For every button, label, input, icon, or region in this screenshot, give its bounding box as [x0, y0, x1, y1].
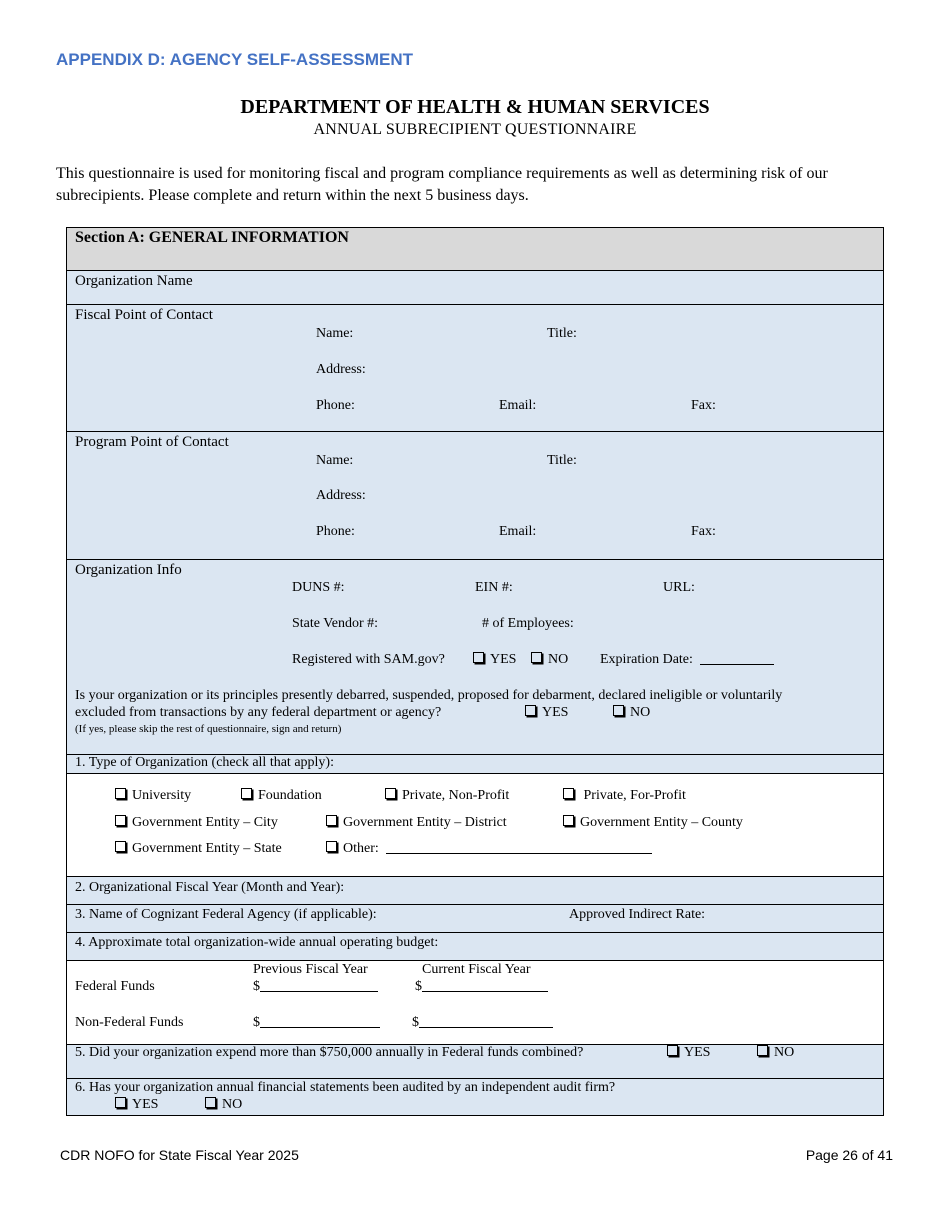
checkbox-icon[interactable] [525, 705, 536, 716]
q6-row [66, 1079, 884, 1116]
q6-yes-option[interactable] [115, 1097, 158, 1113]
fiscal-phone-field[interactable]: Phone: [316, 398, 355, 413]
program-name-field[interactable]: Name: [316, 453, 354, 468]
sam-no-option[interactable] [531, 652, 568, 668]
program-fax-field[interactable]: Fax: [691, 524, 716, 539]
federal-prev-field[interactable] [253, 979, 378, 995]
non-federal-funds-label: Non-Federal Funds [75, 1015, 184, 1030]
checkbox-icon[interactable] [115, 1097, 126, 1108]
expiration-line[interactable] [700, 664, 774, 665]
q1-options-row [66, 774, 884, 877]
q3-label: 3. Name of Cognizant Federal Agency (if applicable): [75, 907, 377, 922]
option-gov-district[interactable] [326, 815, 507, 831]
option-other[interactable] [326, 841, 652, 857]
option-label: University [132, 788, 192, 803]
debarred-no-option[interactable] [613, 705, 650, 721]
checkbox-icon[interactable] [563, 788, 574, 799]
q5-label: 5. Did your organization expend more than $750,000 annually in Federal funds combined? [75, 1045, 584, 1060]
checkbox-icon[interactable] [531, 652, 542, 663]
sam-question: Registered with SAM.gov? [292, 652, 445, 667]
q4-label: 4. Approximate total organization-wide annual operating budget: [75, 935, 439, 950]
prev-fiscal-year-header: Previous Fiscal Year [253, 962, 368, 977]
option-label: Government Entity – District [343, 815, 507, 830]
footer-document-title: CDR NOFO for State Fiscal Year 2025 [60, 1147, 299, 1163]
option-label: Other: [343, 841, 379, 856]
indirect-rate-label: Approved Indirect Rate: [569, 907, 706, 922]
option-foundation[interactable] [241, 788, 322, 804]
q6-label: 6. Has your organization annual financial statements been audited by an independent audit firm? [75, 1080, 616, 1095]
dollar-sign: $ [253, 979, 260, 994]
org-info-label: Organization Info [75, 562, 182, 578]
program-title-field[interactable]: Title: [547, 453, 577, 468]
general-information-form [66, 227, 884, 1116]
other-line[interactable] [386, 853, 652, 854]
debarred-yes-option[interactable] [525, 705, 568, 721]
option-university[interactable] [115, 788, 191, 804]
q1-header-row [66, 755, 884, 774]
checkbox-icon[interactable] [473, 652, 484, 663]
q6-no-label: NO [222, 1097, 243, 1112]
amount-line[interactable] [260, 991, 378, 992]
amount-line[interactable] [419, 1027, 553, 1028]
option-private-non-profit[interactable] [385, 788, 509, 804]
debarred-no-label: NO [630, 705, 651, 720]
option-gov-county[interactable] [563, 815, 743, 831]
program-phone-field[interactable]: Phone: [316, 524, 355, 539]
q5-no-label: NO [774, 1045, 795, 1060]
checkbox-icon[interactable] [385, 788, 396, 799]
fiscal-email-field[interactable]: Email: [499, 398, 537, 413]
org-info-row [66, 560, 884, 755]
checkbox-icon[interactable] [613, 705, 624, 716]
sam-no-label: NO [548, 652, 569, 667]
q6-no-option[interactable] [205, 1097, 242, 1113]
curr-fiscal-year-header: Current Fiscal Year [422, 962, 531, 977]
fiscal-address-field[interactable]: Address: [316, 362, 366, 377]
url-field[interactable]: URL: [663, 580, 695, 595]
checkbox-icon[interactable] [115, 788, 126, 799]
appendix-title: APPENDIX D: AGENCY SELF-ASSESSMENT [56, 50, 414, 69]
q5-row [66, 1045, 884, 1079]
debarred-yes-label: YES [542, 705, 569, 720]
program-email-field[interactable]: Email: [499, 524, 537, 539]
q3-row[interactable] [66, 905, 884, 933]
option-label: Private, For-Profit [583, 788, 686, 803]
federal-curr-field[interactable] [415, 979, 548, 995]
option-label: Government Entity – County [580, 815, 743, 830]
fiscal-contact-label: Fiscal Point of Contact [75, 307, 213, 323]
fiscal-contact-row [66, 305, 884, 432]
q1-label: 1. Type of Organization (check all that apply): [75, 755, 334, 770]
checkbox-icon[interactable] [667, 1045, 678, 1056]
fiscal-title-field[interactable]: Title: [547, 326, 577, 341]
non-federal-prev-field[interactable] [253, 1015, 380, 1031]
debarred-question-line1: Is your organization or its principles presently debarred, suspended, proposed for debarment, declared ineligible or voluntarily [75, 688, 783, 703]
checkbox-icon[interactable] [115, 815, 126, 826]
fiscal-fax-field[interactable]: Fax: [691, 398, 716, 413]
dollar-sign: $ [415, 979, 422, 994]
q6-yes-label: YES [132, 1097, 159, 1112]
state-vendor-field[interactable]: State Vendor #: [292, 616, 379, 631]
program-contact-label: Program Point of Contact [75, 434, 229, 450]
q5-yes-label: YES [684, 1045, 711, 1060]
checkbox-icon[interactable] [241, 788, 252, 799]
sam-yes-label: YES [490, 652, 517, 667]
intro-paragraph: This questionnaire is used for monitoring fiscal and program compliance requirements as well as determining risk of our subrecipients. Please complete and return within the next 5 business days. [56, 165, 828, 204]
debarred-note: (If yes, please skip the rest of questionnaire, sign and return) [75, 723, 342, 735]
section-a-spacer [66, 249, 884, 271]
checkbox-icon[interactable] [563, 815, 574, 826]
sam-yes-option[interactable] [473, 652, 516, 668]
expiration-label: Expiration Date: [600, 652, 693, 667]
program-address-field[interactable]: Address: [316, 488, 366, 503]
non-federal-curr-field[interactable] [412, 1015, 553, 1031]
option-label: Government Entity – State [132, 841, 282, 856]
checkbox-icon[interactable] [757, 1045, 768, 1056]
q5-yes-option[interactable] [667, 1045, 710, 1061]
option-label: Private, Non-Profit [402, 788, 510, 803]
department-title: DEPARTMENT OF HEALTH & HUMAN SERVICES [240, 96, 710, 118]
fiscal-name-field[interactable]: Name: [316, 326, 354, 341]
q5-no-option[interactable] [757, 1045, 794, 1061]
option-label: Government Entity – City [132, 815, 278, 830]
checkbox-icon[interactable] [115, 841, 126, 852]
debarred-question-line2: excluded from transactions by any federal department or agency? [75, 705, 442, 720]
q2-row[interactable] [66, 877, 884, 905]
checkbox-icon[interactable] [326, 815, 337, 826]
duns-field[interactable]: DUNS #: [292, 580, 345, 595]
dollar-sign: $ [412, 1015, 419, 1030]
q4-row [66, 933, 884, 961]
ein-field[interactable]: EIN #: [475, 580, 513, 595]
amount-line[interactable] [260, 1027, 380, 1028]
checkbox-icon[interactable] [326, 841, 337, 852]
expiration-date-field[interactable] [600, 652, 774, 668]
program-contact-row [66, 432, 884, 560]
dollar-sign: $ [253, 1015, 260, 1030]
option-private-for-profit[interactable] [563, 788, 686, 804]
option-label: Foundation [258, 788, 322, 803]
footer-page-number: Page 26 of 41 [805, 1147, 893, 1163]
section-a-header [66, 227, 884, 250]
questionnaire-subtitle: ANNUAL SUBRECIPIENT QUESTIONNAIRE [313, 121, 637, 138]
option-gov-city[interactable] [115, 815, 278, 831]
budget-table [66, 961, 884, 1045]
checkbox-icon[interactable] [205, 1097, 216, 1108]
employees-field[interactable]: # of Employees: [482, 616, 574, 631]
amount-line[interactable] [422, 991, 548, 992]
option-gov-state[interactable] [115, 841, 282, 857]
q2-label: 2. Organizational Fiscal Year (Month and Year): [75, 880, 345, 895]
federal-funds-label: Federal Funds [75, 979, 155, 994]
org-name-row[interactable] [66, 271, 884, 305]
org-name-label: Organization Name [75, 273, 193, 289]
section-a-title: Section A: GENERAL INFORMATION [75, 229, 349, 246]
